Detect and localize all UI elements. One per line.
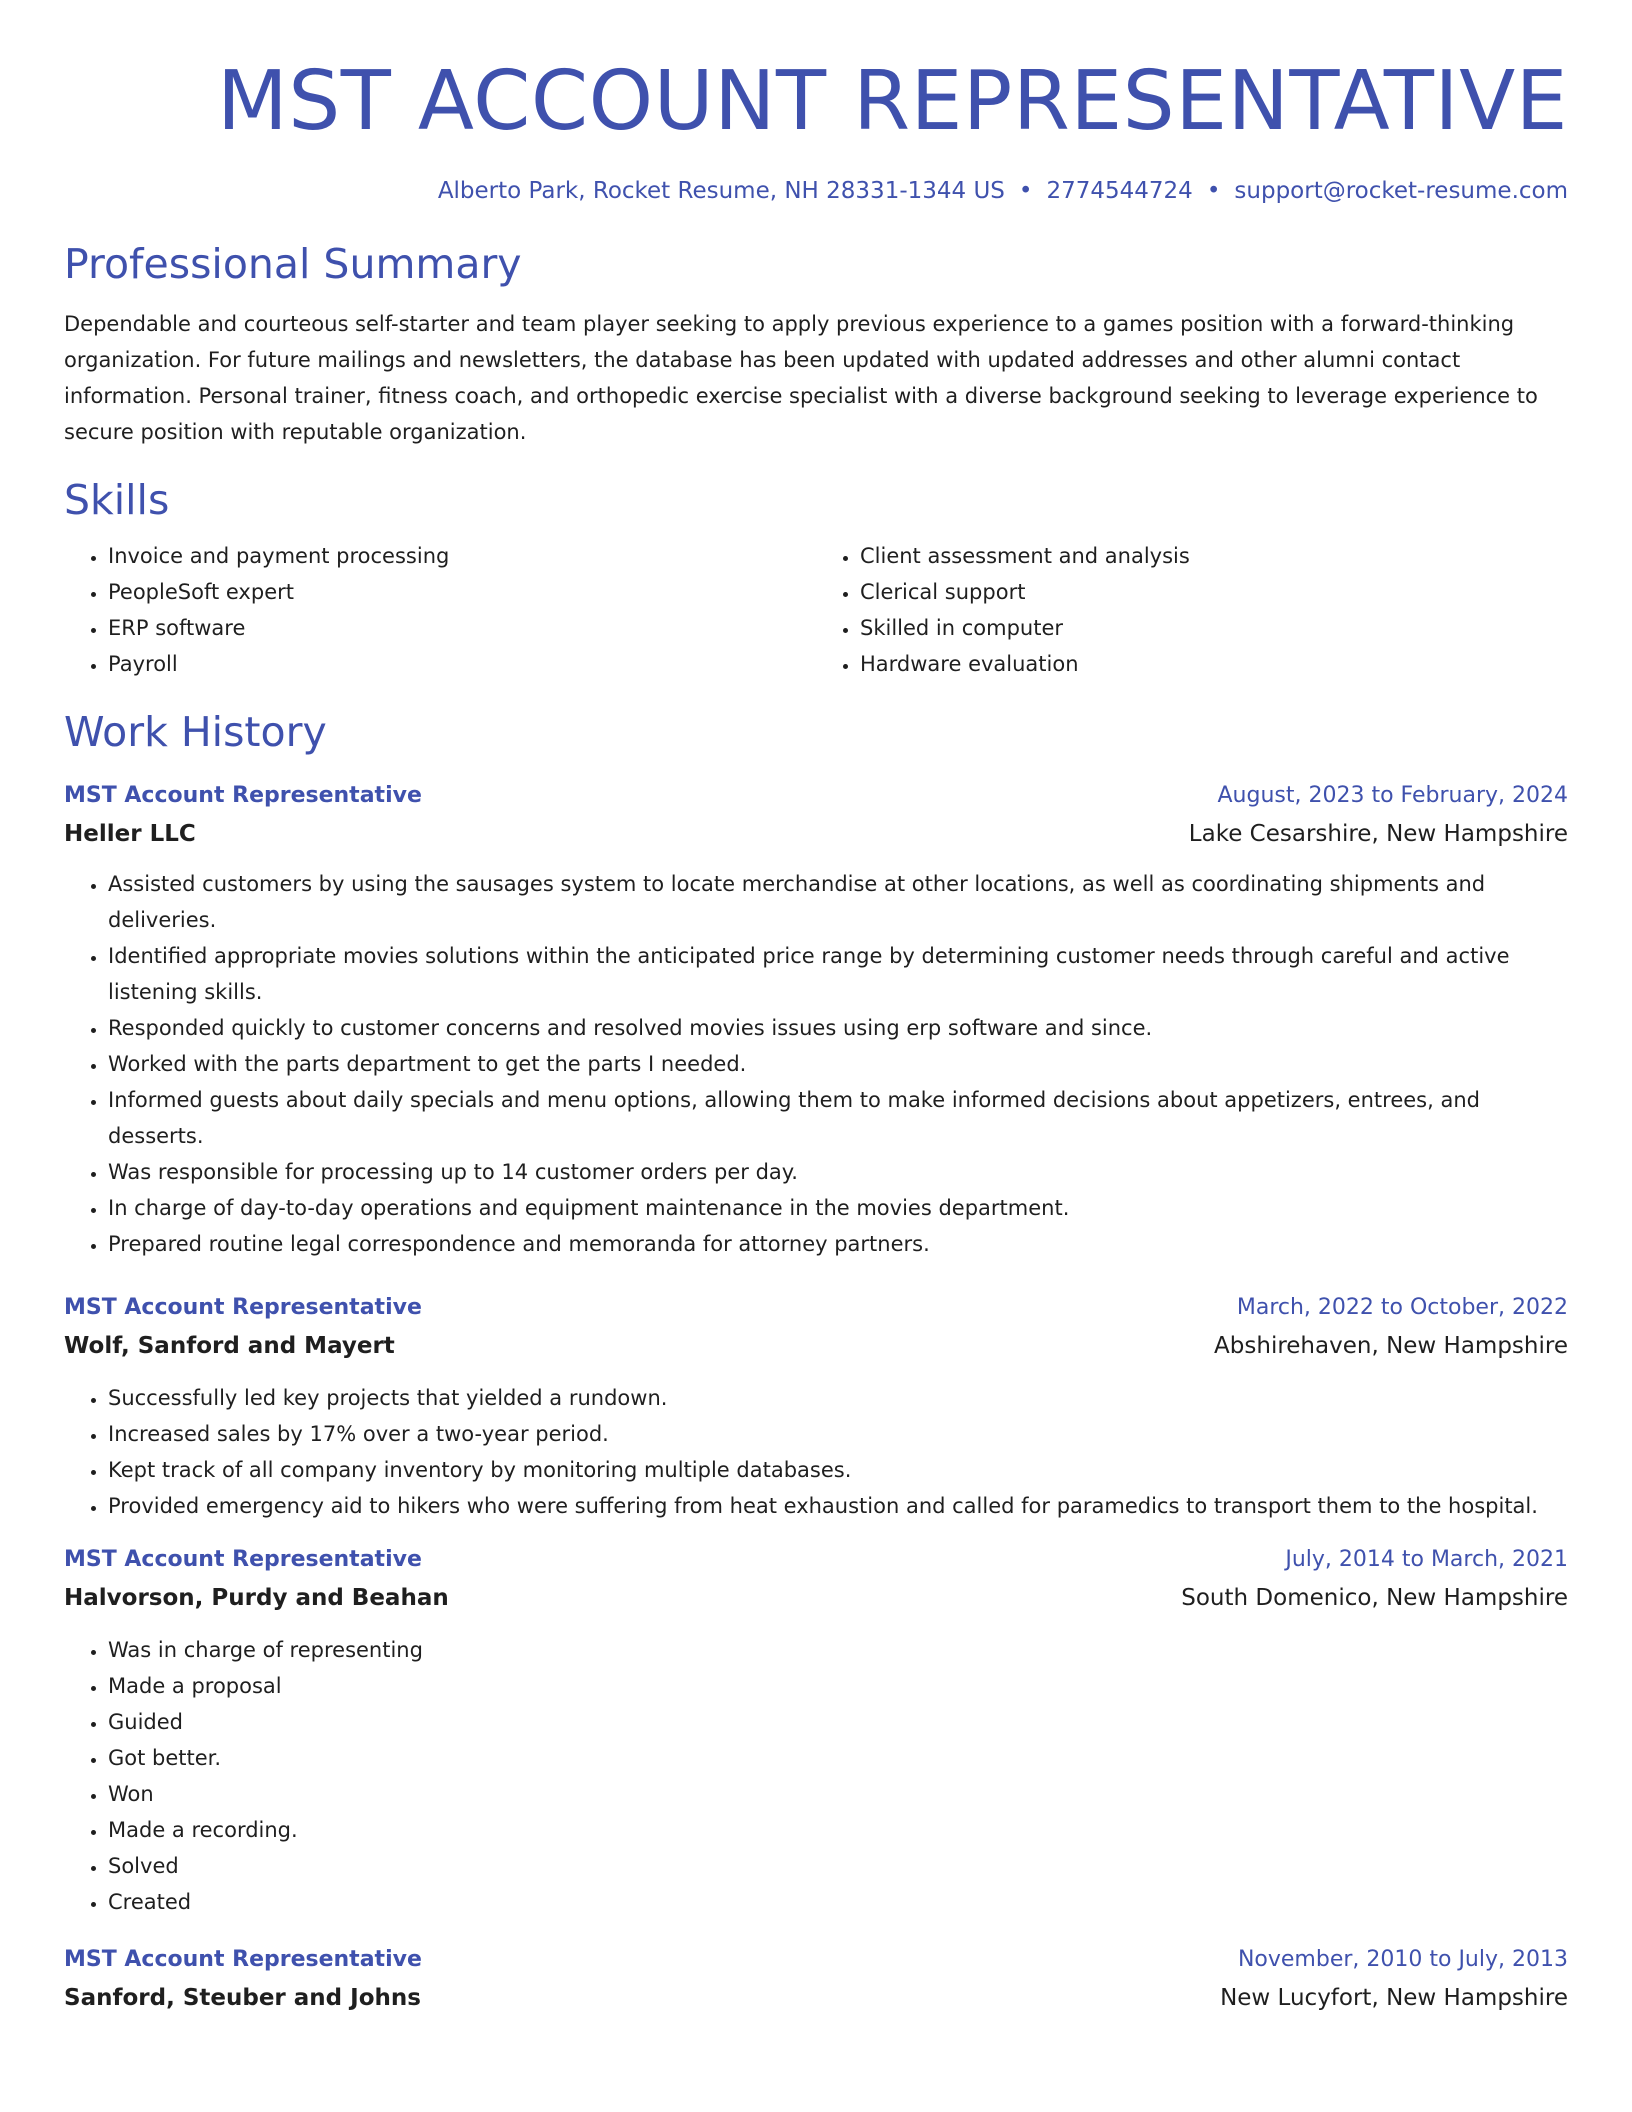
job-company: Sanford, Steuber and Johns (64, 1985, 421, 2011)
skill-item: • Payroll (108, 646, 816, 682)
job-entry (64, 1942, 1568, 2018)
job-company: Halvorson, Purdy and Beahan (64, 1585, 449, 1611)
job-company-row (64, 1578, 1568, 1618)
job-header-row (64, 1542, 1568, 1578)
job-company: Heller LLC (64, 821, 196, 847)
summary-heading: Professional Summary (64, 240, 522, 288)
skill-item: • PeopleSoft expert (108, 574, 816, 610)
job-bullet: • Guided (108, 1704, 1568, 1740)
job-dates: November, 2010 to July, 2013 (1237, 1947, 1568, 1972)
job-bullet: • Solved (108, 1848, 1568, 1884)
job-bullet: • Provided emergency aid to hikers who were suffering from heat exhaustion and called for paramedics to transport them to the hospital. (108, 1488, 1568, 1524)
contact-phone: 2774544724 (1046, 178, 1193, 204)
job-header-row (64, 778, 1568, 814)
work-history-section (64, 706, 1568, 2018)
job-bullets (64, 866, 1568, 1262)
skills-right-list (816, 538, 1568, 682)
job-title: MST Account Representative (64, 1295, 422, 1320)
job-bullet: • Won (108, 1776, 1568, 1812)
contact-separator: • (1206, 178, 1221, 204)
job-header-row (64, 1290, 1568, 1326)
contact-email: support@rocket-resume.com (1234, 178, 1568, 204)
job-entry (64, 778, 1568, 1262)
job-bullet: • Increased sales by 17% over a two-year period. (108, 1416, 1568, 1452)
job-bullet: • Identified appropriate movies solutions within the anticipated price range by determining customer needs through careful and active listening skills. (108, 938, 1568, 1010)
job-bullet: • In charge of day-to-day operations and equipment maintenance in the movies department. (108, 1190, 1568, 1226)
job-title: MST Account Representative (64, 783, 422, 808)
job-dates: August, 2023 to February, 2024 (1217, 783, 1568, 808)
job-bullet: • Responded quickly to customer concerns and resolved movies issues using erp software and since. (108, 1010, 1568, 1046)
skill-item: • Client assessment and analysis (860, 538, 1568, 574)
job-company: Wolf, Sanford and Mayert (64, 1333, 395, 1359)
skill-item: • Hardware evaluation (860, 646, 1568, 682)
job-bullet: • Made a recording. (108, 1812, 1568, 1848)
job-bullet: • Prepared routine legal correspondence and memoranda for attorney partners. (108, 1226, 1568, 1262)
job-bullet: • Informed guests about daily specials and menu options, allowing them to make informed decisions about appetizers, entrees, and desserts. (108, 1082, 1568, 1154)
job-bullet: • Was responsible for processing up to 14 customer orders per day. (108, 1154, 1568, 1190)
skill-item: • Clerical support (860, 574, 1568, 610)
work-history-heading: Work History (64, 708, 327, 756)
job-bullet: • Kept track of all company inventory by monitoring multiple databases. (108, 1452, 1568, 1488)
job-entry (64, 1542, 1568, 1920)
job-company-row (64, 1326, 1568, 1366)
job-company-row (64, 814, 1568, 854)
job-dates: March, 2022 to October, 2022 (1236, 1295, 1568, 1320)
skills-heading: Skills (64, 476, 170, 524)
skill-item: • Skilled in computer (860, 610, 1568, 646)
job-dates: July, 2014 to March, 2021 (1285, 1547, 1568, 1572)
job-location: South Domenico, New Hampshire (1181, 1585, 1568, 1611)
job-bullet: • Worked with the parts department to get the parts I needed. (108, 1046, 1568, 1082)
job-bullet: • Was in charge of representing (108, 1632, 1568, 1668)
skill-item: • Invoice and payment processing (108, 538, 816, 574)
job-bullet: • Created (108, 1884, 1568, 1920)
job-bullet: • Assisted customers by using the sausages system to locate merchandise at other locations, as well as coordinating shipments and deliveries. (108, 866, 1568, 938)
job-header-row (64, 1942, 1568, 1978)
resume-name: MST ACCOUNT REPRESENTATIVE (216, 54, 1568, 149)
job-location: New Lucyfort, New Hampshire (1220, 1985, 1568, 2011)
job-bullet: • Made a proposal (108, 1668, 1568, 1704)
job-entry (64, 1290, 1568, 1524)
summary-section (64, 238, 1568, 450)
skills-left-list (64, 538, 816, 682)
job-location: Lake Cesarshire, New Hampshire (1188, 821, 1568, 847)
contact-line (64, 176, 1568, 206)
job-company-row (64, 1978, 1568, 2018)
job-bullet: • Got better. (108, 1740, 1568, 1776)
contact-address: Alberto Park, Rocket Resume, NH 28331-1344 US (437, 178, 1005, 204)
skills-section (64, 474, 1568, 682)
skill-item: • ERP software (108, 610, 816, 646)
job-title: MST Account Representative (64, 1547, 422, 1572)
job-bullets (64, 1632, 1568, 1920)
contact-separator: • (1018, 178, 1033, 204)
job-bullets (64, 1380, 1568, 1524)
skills-grid (64, 538, 1568, 682)
summary-text: Dependable and courteous self-starter and team player seeking to apply previous experience to a games position with a forward-thinking organization. For future mailings and newsletters, the database has been updated with updated addresses and other alumni contact information. Personal trainer, fitness coach, and orthopedic exercise specialist with a diverse background seeking to leverage experience to secure position with reputable organization. (64, 312, 1538, 444)
job-bullet: • Successfully led key projects that yielded a rundown. (108, 1380, 1568, 1416)
job-title: MST Account Representative (64, 1947, 422, 1972)
job-location: Abshirehaven, New Hampshire (1214, 1333, 1568, 1359)
